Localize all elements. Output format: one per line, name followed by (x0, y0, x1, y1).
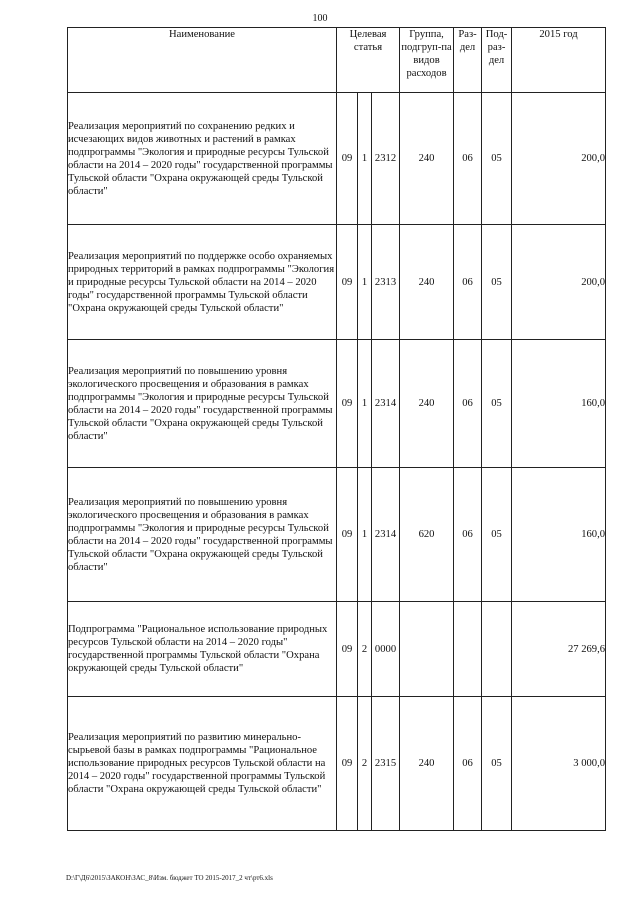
row-name: Реализация мероприятий по развитию минерально-сырьевой базы в рамках подпрограммы "Рациональное использование природных ресурсов Тульской области на 2014 – 2020 годы" государственной программы Тульской области "Охрана окружающей среды Тульской области" (68, 697, 337, 831)
row-subsection: 05 (482, 340, 512, 468)
row-article-part1: 09 (337, 697, 358, 831)
page-number: 100 (312, 13, 328, 24)
row-amount: 160,0 (512, 468, 606, 602)
table-row (68, 340, 606, 468)
row-amount: 200,0 (512, 93, 606, 225)
row-article-part1: 09 (337, 340, 358, 468)
row-article-part3: 2313 (372, 225, 400, 340)
row-section: 06 (454, 225, 482, 340)
row-article-part3: 2312 (372, 93, 400, 225)
header-group: Группа, подгруп-па видов расходов (400, 28, 454, 93)
row-subsection: 05 (482, 93, 512, 225)
row-article-part3: 2315 (372, 697, 400, 831)
table-header-row (68, 28, 606, 93)
row-group (400, 602, 454, 697)
row-subsection: 05 (482, 225, 512, 340)
row-article-part1: 09 (337, 602, 358, 697)
table-row (68, 93, 606, 225)
table-row (68, 225, 606, 340)
row-article-part3: 2314 (372, 340, 400, 468)
row-name: Реализация мероприятий по поддержке особо охраняемых природных территорий в рамках подпрограммы "Экология и природные ресурсы Тульской области на 2014 – 2020 годы" государственной программы Тульской области "Охрана окружающей среды Тульской области" (68, 225, 337, 340)
row-amount: 160,0 (512, 340, 606, 468)
row-article-part1: 09 (337, 93, 358, 225)
row-section: 06 (454, 697, 482, 831)
row-group: 240 (400, 340, 454, 468)
row-section: 06 (454, 340, 482, 468)
row-group: 620 (400, 468, 454, 602)
row-article-part1: 09 (337, 225, 358, 340)
header-name: Наименование (68, 28, 337, 93)
row-article-part2: 1 (358, 468, 372, 602)
row-section: 06 (454, 468, 482, 602)
row-article-part2: 2 (358, 697, 372, 831)
header-section: Раз-дел (454, 28, 482, 93)
row-amount: 3 000,0 (512, 697, 606, 831)
header-subsection: Под-раз-дел (482, 28, 512, 93)
row-article-part2: 1 (358, 225, 372, 340)
table-row (68, 697, 606, 831)
row-article-part2: 2 (358, 602, 372, 697)
row-name: Реализация мероприятий по сохранению редких и исчезающих видов животных и растений в рамках подпрограммы "Экология и природные ресурсы Тульской области на 2014 – 2020 годы" государственной программы Тульской области "Охрана окружающей среды Тульской области" (68, 93, 337, 225)
row-name: Подпрограмма "Рациональное использование природных ресурсов Тульской области на 2014 – 2020 годы" государственной программы Тульской области "Охрана окружающей среды Тульской области" (68, 602, 337, 697)
row-section: 06 (454, 93, 482, 225)
row-section (454, 602, 482, 697)
table-row (68, 468, 606, 602)
row-subsection: 05 (482, 697, 512, 831)
row-name: Реализация мероприятий по повышению уровня экологического просвещения и образования в рамках подпрограммы "Экология и природные ресурсы Тульской области на 2014 – 2020 годы" государственной программы Тульской области "Охрана окружающей среды Тульской области" (68, 340, 337, 468)
header-target-article: Целевая статья (337, 28, 400, 93)
budget-table (67, 27, 606, 831)
row-group: 240 (400, 697, 454, 831)
row-article-part3: 0000 (372, 602, 400, 697)
row-article-part2: 1 (358, 340, 372, 468)
row-article-part3: 2314 (372, 468, 400, 602)
table-row (68, 602, 606, 697)
row-article-part2: 1 (358, 93, 372, 225)
row-amount: 27 269,6 (512, 602, 606, 697)
row-group: 240 (400, 225, 454, 340)
row-name: Реализация мероприятий по повышению уровня экологического просвещения и образования в рамках подпрограммы "Экология и природные ресурсы Тульской области на 2014 – 2020 годы" государственной программы Тульской области "Охрана окружающей среды Тульской области" (68, 468, 337, 602)
row-article-part1: 09 (337, 468, 358, 602)
row-subsection (482, 602, 512, 697)
header-year: 2015 год (512, 28, 606, 93)
row-amount: 200,0 (512, 225, 606, 340)
file-path-footer: D:\Г\Д6\2015\ЗАКОН\ЗАС_8\Изм. бюджет ТО 2015-2017_2 чт\рт6.xls (66, 874, 273, 882)
row-subsection: 05 (482, 468, 512, 602)
row-group: 240 (400, 93, 454, 225)
